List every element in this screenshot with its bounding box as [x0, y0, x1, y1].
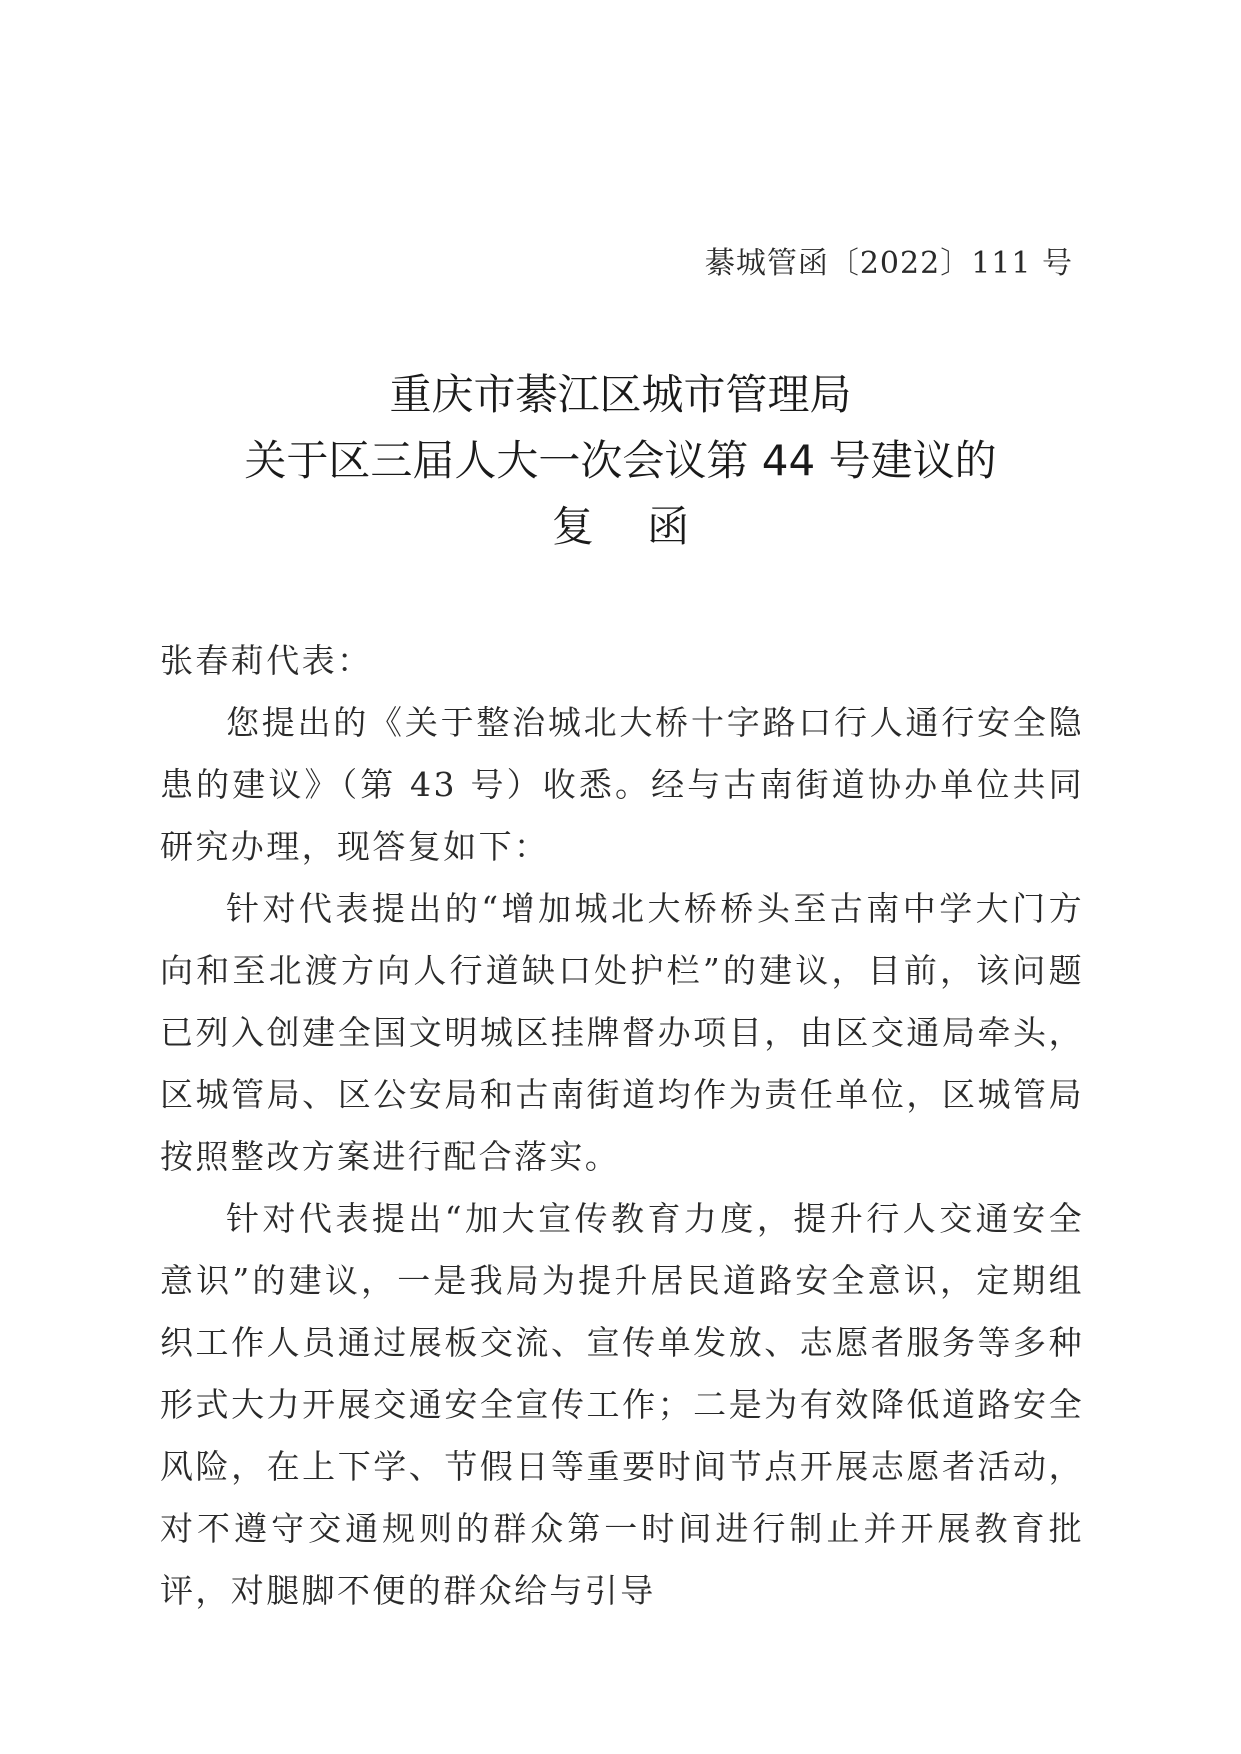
paragraph-3: 针对代表提出“加大宣传教育力度，提升行人交通安全意识”的建议，一是我局为提升居民道路安全意识，定期组织工作人员通过展板交流、宣传单发放、志愿者服务等多种形式大力开展交通安全宣传工作；二是为有效降低道路安全风险，在上下学、节假日等重要时间节点开展志愿者活动，对不遵守交通规则的群众第一时间进行制止并开展教育批评，对腿脚不便的群众给与引导: [160, 1199, 1084, 1610]
document-body: [160, 630, 1084, 1622]
title-line-1: 重庆市綦江区城市管理局: [389, 370, 852, 419]
document-title: [0, 362, 1241, 560]
title-line-3: 复 函: [551, 502, 710, 551]
document-number: 綦城管函〔2022〕111 号: [704, 246, 1073, 281]
paragraph-2: 针对代表提出的“增加城北大桥桥头至古南中学大门方向和至北渡方向人行道缺口处护栏”的建议，目前，该问题已列入创建全国文明城区挂牌督办项目，由区交通局牵头，区城管局、区公安局和古南街道均作为责任单位，区城管局按照整改方案进行配合落实。: [160, 889, 1084, 1176]
paragraph-1: 您提出的《关于整治城北大桥十字路口行人通行安全隐患的建议》（第 43 号）收悉。经与古南街道协办单位共同研究办理，现答复如下：: [160, 703, 1084, 866]
salutation: 张春莉代表：: [160, 641, 373, 680]
title-line-2: 关于区三届人大一次会议第 44 号建议的: [244, 436, 997, 485]
